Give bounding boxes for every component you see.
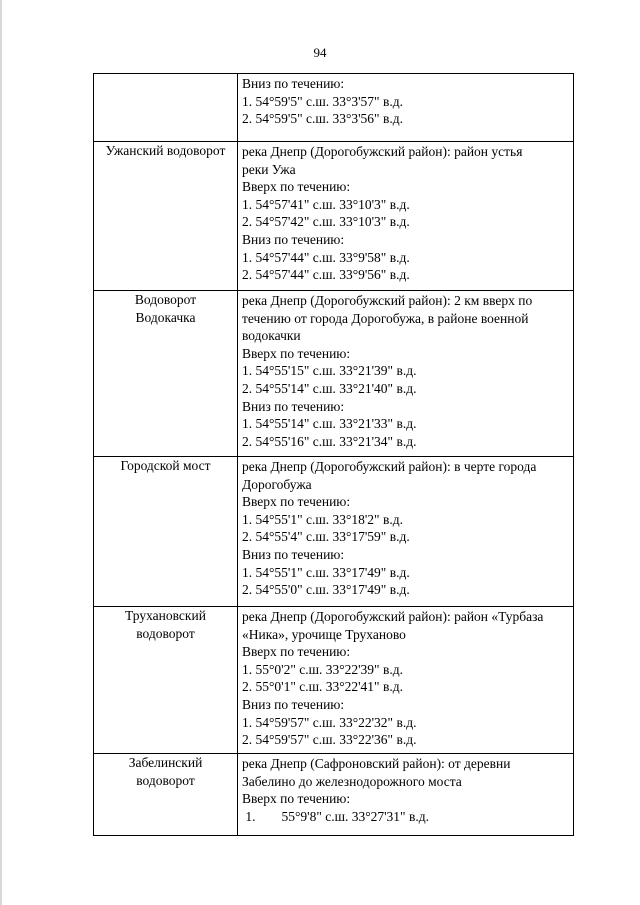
coordinate-line: 1. 54°59'5" с.ш. 33°3'57" в.д. [242,93,403,109]
object-name-cell [94,142,238,291]
coordinate-line: 2. 54°55'16" с.ш. 33°21'34" в.д. [242,433,417,449]
whirlpool-table [93,73,574,836]
object-name: Водоворот [134,292,197,307]
object-name: водоворот [136,625,195,641]
coordinate-line: 2. 54°55'0" с.ш. 33°17'49" в.д. [242,582,410,598]
table-row [94,142,574,291]
downstream-heading: Вниз по течению: [242,696,345,712]
coordinate-line: 1. 54°55'14" с.ш. 33°21'33" в.д. [242,416,417,432]
location-cell [238,142,574,291]
object-name-cell [94,457,238,607]
object-name-cell [94,74,238,142]
river-location: река Днепр (Дорогобужский район): район «Турбаза [242,609,544,624]
coordinate-line: 1. 54°55'1" с.ш. 33°18'2" в.д. [242,511,403,527]
location-cell [238,607,574,754]
coordinate-line: 2. 55°0'1" с.ш. 33°22'41" в.д. [242,679,403,695]
downstream-heading: Вниз по течению: [242,76,345,91]
object-name: Водокачка [135,309,196,325]
object-name: Забелинский [128,755,203,770]
coordinate-line [242,808,571,826]
object-name: водоворот [136,772,195,788]
river-location: река Днепр (Дорогобужский район): район устья [242,144,523,159]
downstream-heading: Вниз по течению: [242,231,345,247]
location-cell [238,457,574,607]
table-row [94,291,574,457]
coordinate-line: 2. 54°59'5" с.ш. 33°3'56" в.д. [242,111,403,127]
river-location: река Днепр (Сафроновский район): от деревни [242,756,511,771]
river-location: «Ника», урочище Труханово [242,626,406,642]
object-name-cell [94,291,238,457]
river-location: реки Ужа [242,161,296,177]
river-location: водокачки [242,328,301,344]
upstream-heading: Вверх по течению: [242,345,351,361]
river-location: Забелино до железнодорожного моста [242,773,462,789]
coordinate-line: 2. 54°57'44" с.ш. 33°9'56" в.д. [242,267,410,283]
object-name-cell [94,607,238,754]
coordinate-line: 1. 55°0'2" с.ш. 33°22'39" в.д. [242,661,403,677]
upstream-heading: Вверх по течению: [242,494,351,510]
coordinate-line: 1. 54°55'15" с.ш. 33°21'39" в.д. [242,363,417,379]
river-location: река Днепр (Дорогобужский район): в черте города [242,459,537,474]
object-name: Ужанский водоворот [105,143,226,158]
object-name-cell [94,754,238,836]
coordinate-line: 1. 54°57'44" с.ш. 33°9'58" в.д. [242,249,410,265]
river-location: Дорогобужа [242,476,312,492]
page-number: 94 [313,45,327,60]
scan-edge [0,0,2,905]
coordinate-line: 1. 54°55'1" с.ш. 33°17'49" в.д. [242,564,410,580]
upstream-heading: Вверх по течению: [242,791,351,807]
table-row [94,754,574,836]
coordinate-line: 2. 54°57'42" с.ш. 33°10'3" в.д. [242,214,410,230]
river-location: река Днепр (Дорогобужский район): 2 км вверх по [242,293,533,308]
table-row [94,74,574,142]
item-number: 1. [245,808,256,824]
object-name: Трухановский [125,608,206,623]
downstream-heading: Вниз по течению: [242,546,345,562]
upstream-heading: Вверх по течению: [242,179,351,195]
coordinate-line: 2. 54°59'57" с.ш. 33°22'36" в.д. [242,732,417,748]
table-row [94,607,574,754]
location-cell [238,291,574,457]
upstream-heading: Вверх по течению: [242,644,351,660]
location-cell [238,74,574,142]
coordinate-text: 55°9'8" с.ш. 33°27'31" в.д. [281,808,429,824]
coordinate-line: 2. 54°55'4" с.ш. 33°17'59" в.д. [242,529,410,545]
coordinate-line: 1. 54°59'57" с.ш. 33°22'32" в.д. [242,714,417,730]
coordinate-line: 2. 54°55'14" с.ш. 33°21'40" в.д. [242,380,417,396]
object-name: Городской мост [120,458,211,473]
coordinate-line: 1. 54°57'41" с.ш. 33°10'3" в.д. [242,196,410,212]
river-location: течению от города Дорогобужа, в районе военной [242,310,529,326]
downstream-heading: Вниз по течению: [242,398,345,414]
table-row [94,457,574,607]
location-cell [238,754,574,836]
